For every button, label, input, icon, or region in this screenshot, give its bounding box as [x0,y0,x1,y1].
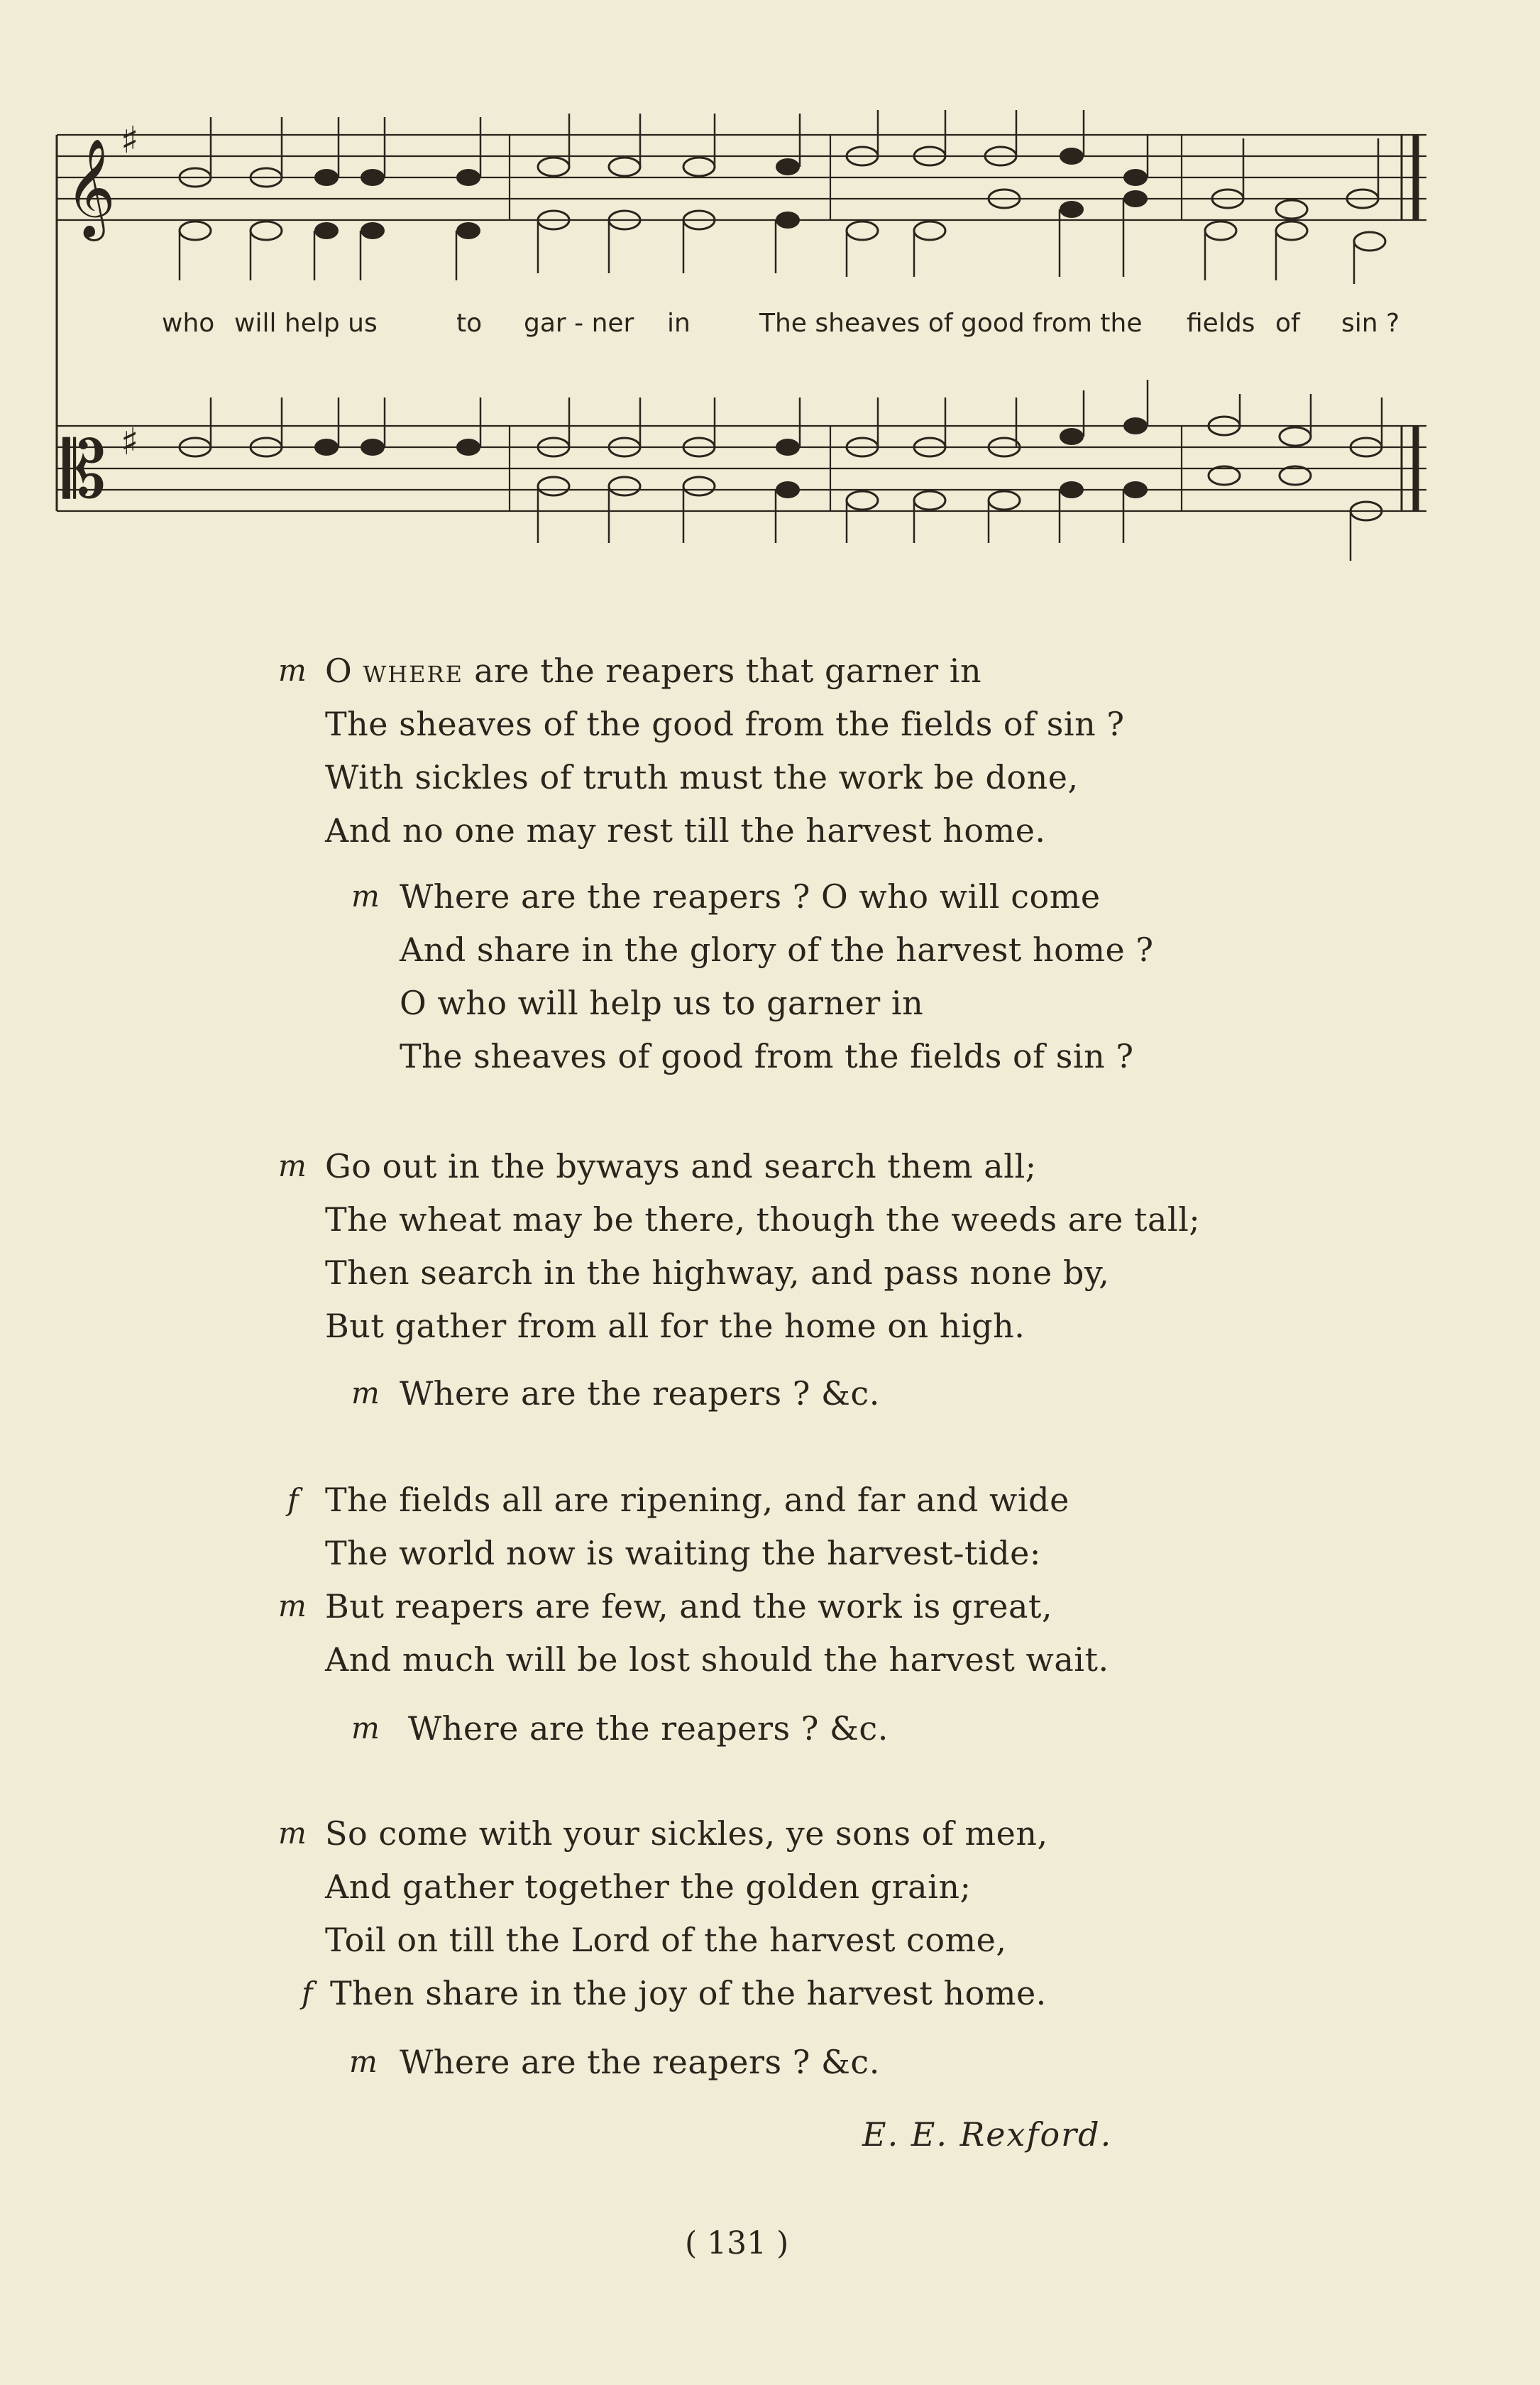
lyric-syllable: of [1275,309,1300,338]
author-attribution: E. E. Rexford. [862,2115,1113,2154]
svg-text:𝄡: 𝄡 [62,424,106,515]
chorus-line: Where are the reapers ? &c. [400,1374,880,1413]
verse-line: Go out in the byways and search them all; [325,1147,1037,1185]
music-score [0,0,1540,582]
lyric-syllable: fields [1187,309,1255,338]
lyric-syllable: to [456,309,483,338]
svg-text:♯: ♯ [121,421,139,464]
verse-line: And much will be lost should the harvest wait. [325,1640,1109,1679]
chorus-line: And share in the glory of the harvest home ? [400,931,1154,969]
verse-line: And gather together the golden grain; [325,1868,972,1906]
page-number: ( 131 ) [685,2225,789,2261]
verse-line: But gather from all for the home on high. [325,1307,1025,1345]
dynamic-mark: m [351,1376,380,1410]
dynamic-mark: m [351,879,380,914]
verse-line: But reapers are few, and the work is great, [325,1587,1052,1625]
verse-line: The wheat may be there, though the weeds are tall; [325,1200,1201,1239]
lyric-syllable: who [162,309,215,338]
verse-line: So come with your sickles, ye sons of men, [325,1814,1048,1853]
dynamic-mark: m [278,653,307,688]
chorus-line: Where are the reapers ? O who will come [400,877,1101,916]
verse-line: The fields all are ripening, and far and wide [325,1481,1069,1519]
lyric-syllable: in [667,309,691,338]
verse-line: Then search in the highway, and pass none by, [325,1254,1110,1292]
dynamic-mark: f [287,1482,299,1517]
dynamic-mark: m [278,1148,307,1183]
chorus-line: Where are the reapers ? &c. [408,1709,889,1748]
verse-first-word: O [325,652,363,690]
verse-line: With sickles of truth must the work be done, [325,758,1079,796]
lyric-syllable: gar - ner [524,309,634,338]
dynamic-mark: m [278,1816,307,1851]
chorus-line: O who will help us to garner in [400,984,924,1022]
verse-rest: are the reapers that garner in [463,652,982,690]
dynamic-mark: f [302,1975,313,2010]
lyric-syllable: The sheaves of good from the [759,309,1143,338]
lyric-syllable: sin ? [1341,309,1400,338]
verse-smallcaps: where [363,652,463,690]
verse-line [325,649,981,692]
verse-line: The sheaves of the good from the fields of sin ? [325,705,1125,743]
verse-line: The world now is waiting the harvest-tide: [325,1534,1041,1572]
svg-text:♯: ♯ [121,119,139,162]
verse-line: And no one may rest till the harvest home. [325,811,1046,850]
verse-line: Toil on till the Lord of the harvest come, [325,1921,1007,1959]
dynamic-mark: m [278,1589,307,1623]
lyric-syllable: will help us [234,309,378,338]
svg-text:𝄞: 𝄞 [65,138,116,237]
dynamic-mark: m [349,2044,378,2079]
verse-line: Then share in the joy of the harvest home. [330,1974,1047,2012]
chorus-line: The sheaves of good from the fields of sin ? [400,1037,1134,1075]
score-lyrics [0,309,1540,351]
chorus-line: Where are the reapers ? &c. [400,2043,880,2081]
dynamic-mark: m [351,1711,380,1745]
